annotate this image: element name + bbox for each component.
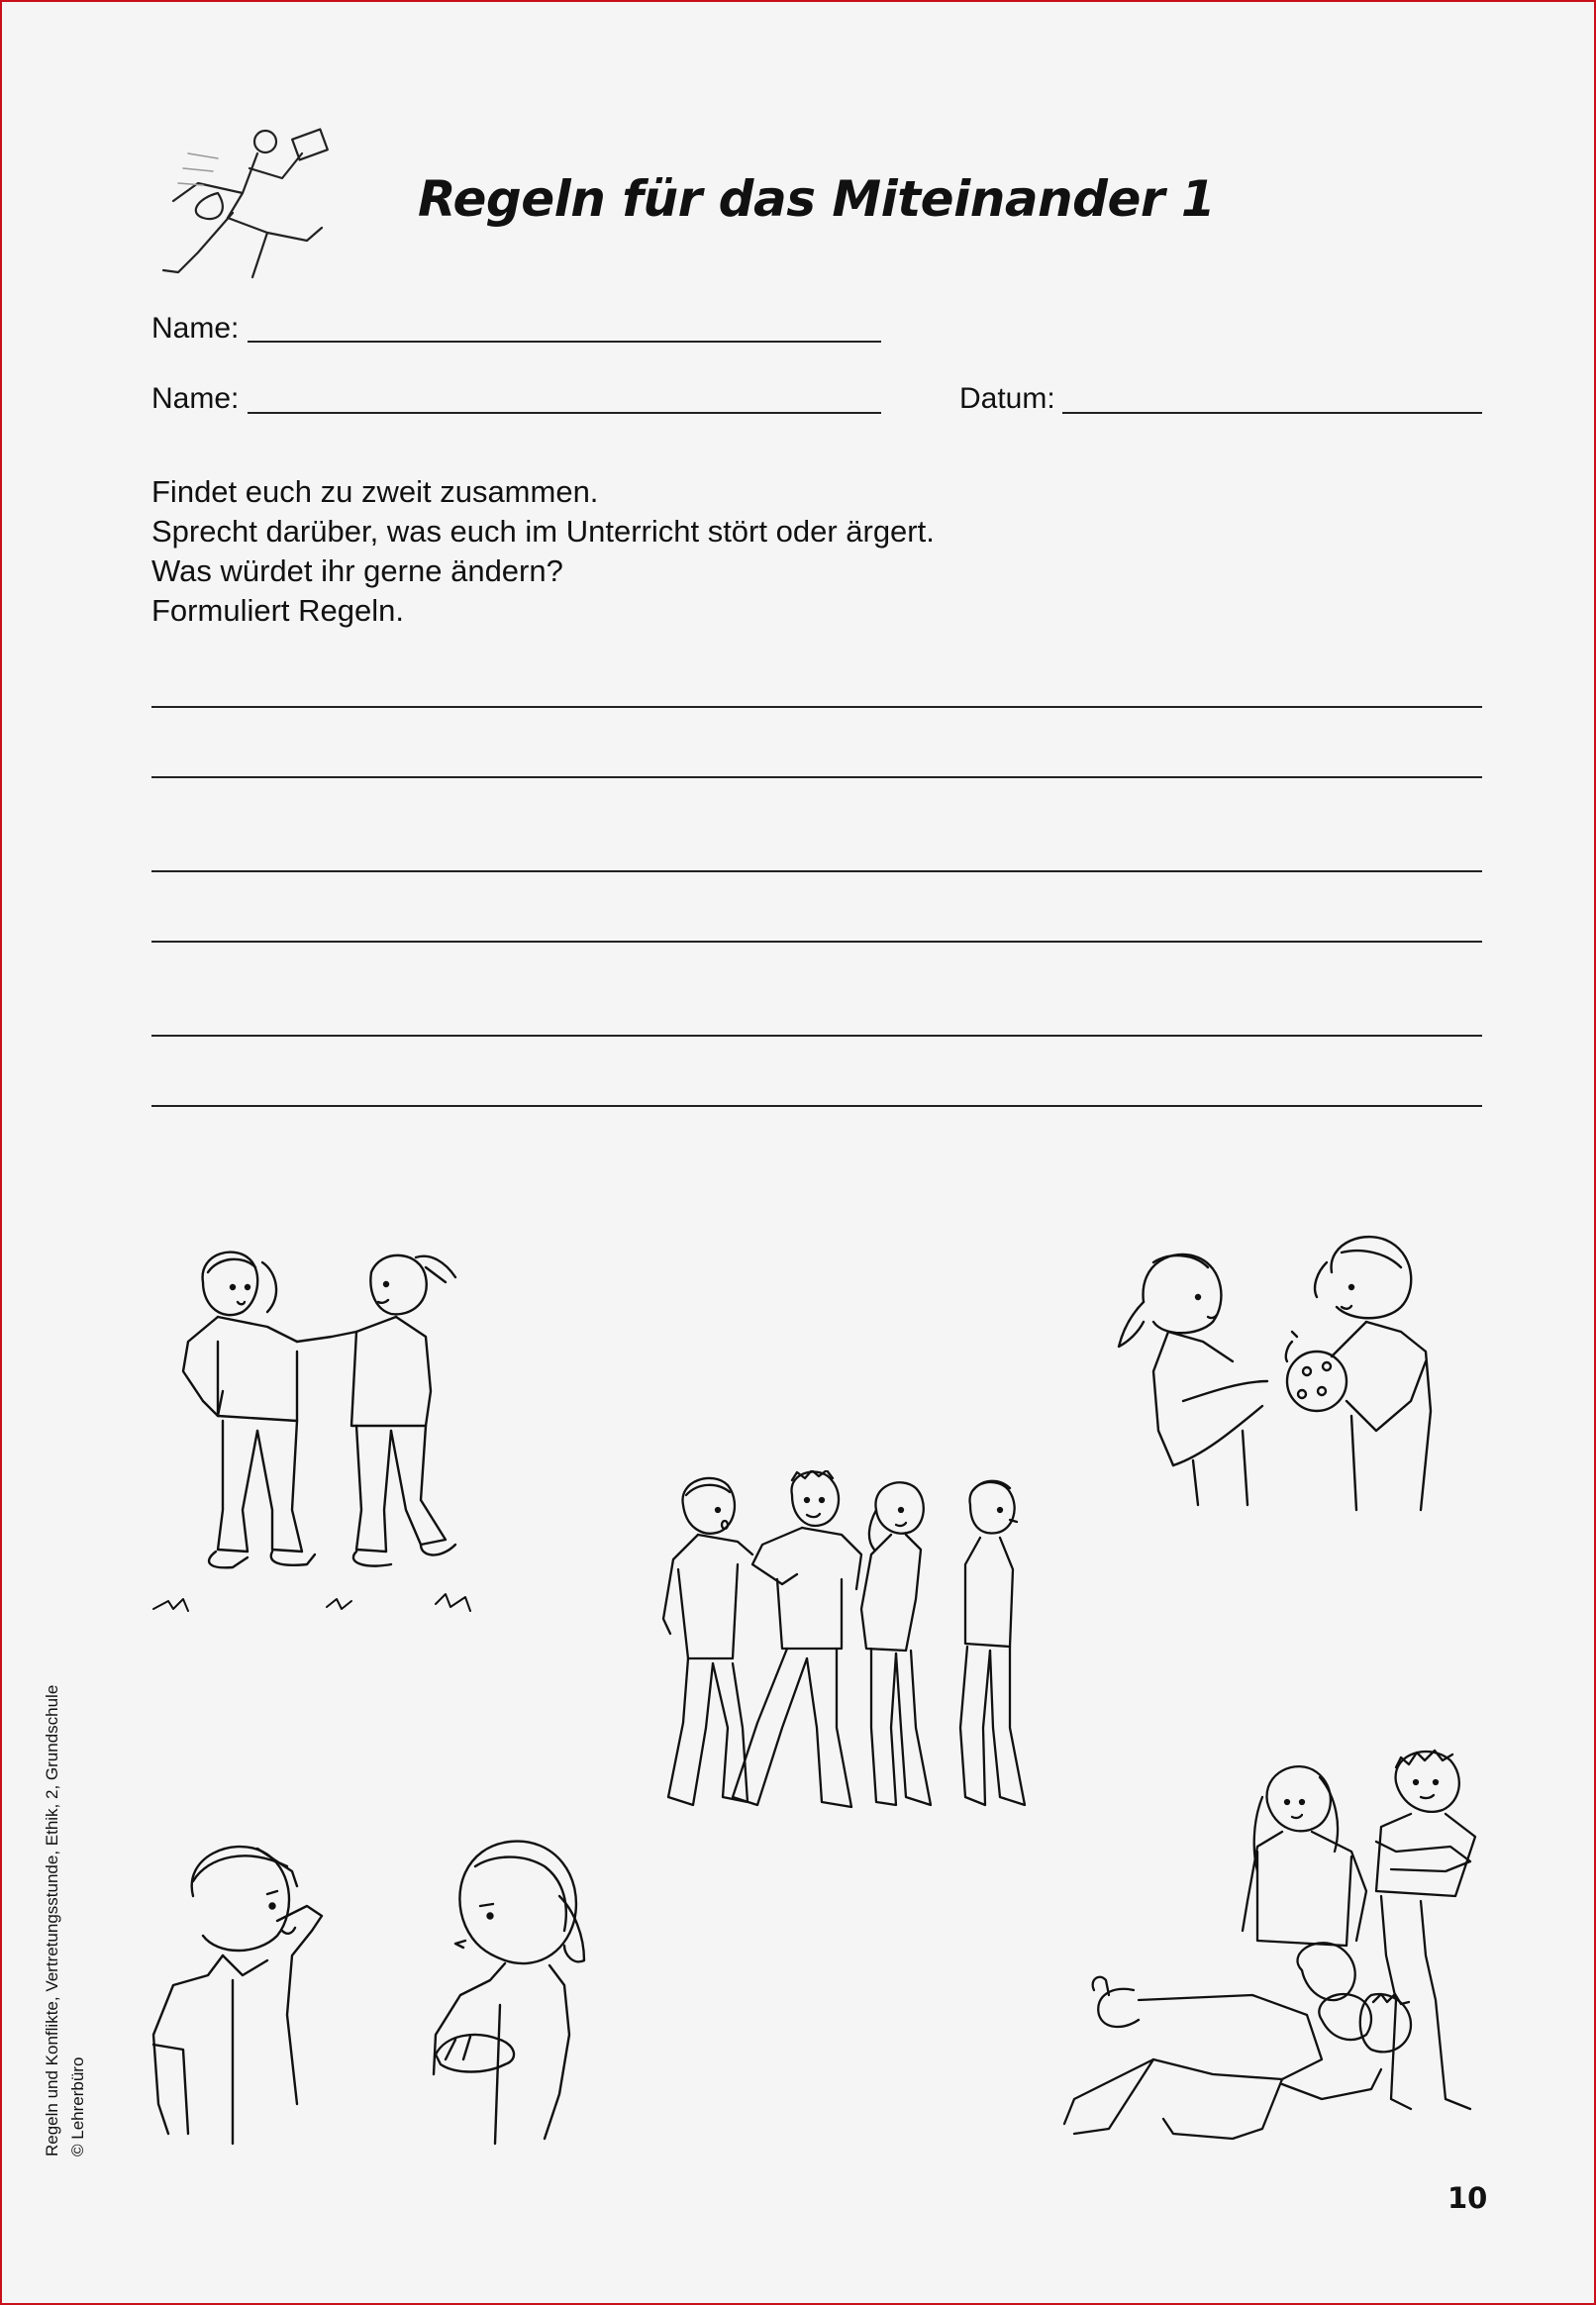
writing-line[interactable] — [151, 870, 1482, 872]
two-boys-talking-illustration — [149, 1243, 505, 1639]
name-label-2: Name: — [151, 382, 240, 415]
children-fighting-illustration — [1054, 1743, 1490, 2158]
copyright-line: © Lehrerbüro — [68, 2056, 87, 2156]
copyright-sidenote — [40, 1685, 91, 2156]
name-field-2[interactable] — [248, 412, 881, 414]
instruction-line: Sprecht darüber, was euch im Unterricht stört oder ärgert. — [151, 514, 935, 549]
writing-line[interactable] — [151, 776, 1482, 778]
two-girls-with-ball-illustration — [1114, 1233, 1470, 1520]
instruction-line: Findet euch zu zweit zusammen. — [151, 474, 599, 509]
date-label: Datum: — [959, 382, 1055, 415]
page-title: Regeln für das Miteinander 1 — [418, 170, 1216, 228]
boy-and-girl-arguing-illustration — [149, 1837, 614, 2154]
instruction-line: Was würdet ihr gerne ändern? — [151, 553, 563, 588]
writing-line[interactable] — [151, 706, 1482, 708]
name-field-1[interactable] — [248, 341, 881, 343]
children-in-line-illustration — [658, 1470, 1045, 1837]
page-number: 10 — [1447, 2181, 1488, 2215]
instructions — [151, 472, 935, 631]
writing-line[interactable] — [151, 1035, 1482, 1037]
source-line: Regeln und Konflikte, Vertretungsstunde, Ethik, 2, Grundschule — [43, 1684, 61, 2156]
date-field[interactable] — [1062, 412, 1482, 414]
writing-line[interactable] — [151, 1105, 1482, 1107]
writing-line[interactable] — [151, 941, 1482, 943]
instruction-line: Formuliert Regeln. — [151, 593, 404, 628]
running-teacher-icon — [158, 124, 371, 287]
name-label-1: Name: — [151, 312, 240, 345]
